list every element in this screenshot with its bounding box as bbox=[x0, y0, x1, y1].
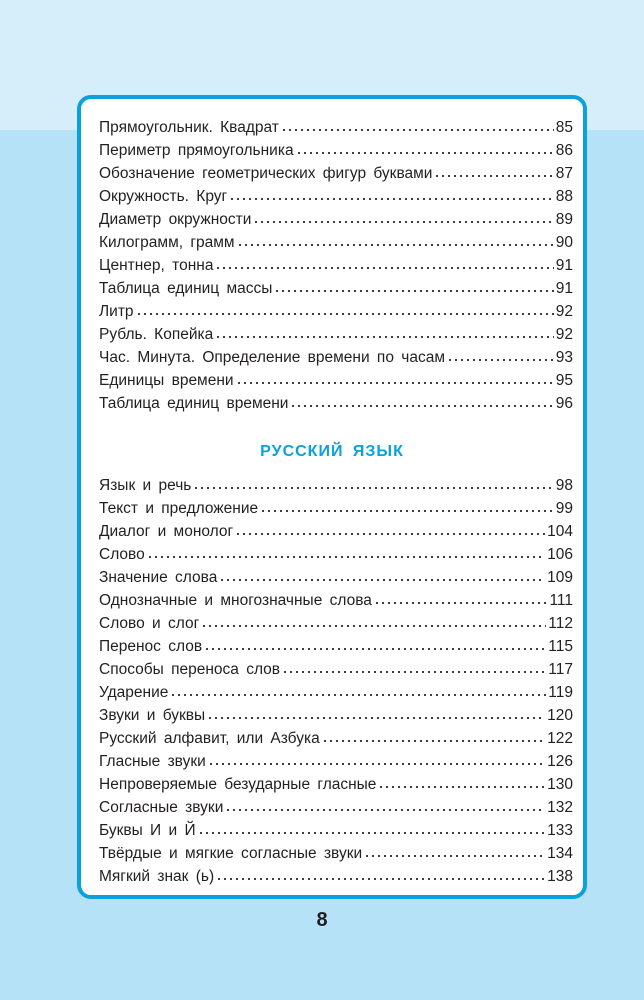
toc-entry-title: Окружность. Круг bbox=[99, 188, 228, 205]
dot-leader bbox=[207, 716, 545, 720]
toc-entry-title: Обозначение геометрических фигур буквами bbox=[99, 165, 433, 182]
dot-leader bbox=[260, 509, 554, 513]
toc-entry-page: 134 bbox=[547, 845, 573, 862]
dot-leader bbox=[253, 220, 553, 224]
dot-leader bbox=[193, 486, 553, 490]
toc-entry-title: Язык и речь bbox=[99, 477, 192, 494]
toc-entry-title: Непроверяемые безударные гласные bbox=[99, 776, 377, 793]
toc-entry-title: Ударение bbox=[99, 684, 169, 701]
dot-leader bbox=[281, 128, 554, 132]
toc-entry-title: Слово bbox=[99, 546, 145, 563]
dot-leader bbox=[364, 854, 545, 858]
toc-entry-title: Звуки и буквы bbox=[99, 707, 206, 724]
toc-entry bbox=[99, 704, 573, 727]
toc-entry-title: Литр bbox=[99, 303, 134, 320]
toc-entry-page: 133 bbox=[547, 822, 573, 839]
dot-leader bbox=[282, 670, 546, 674]
toc-entry bbox=[99, 208, 573, 231]
toc-entry-title: Периметр прямоугольника bbox=[99, 142, 294, 159]
toc-entry-page: 126 bbox=[547, 753, 573, 770]
toc-entry-title: Русский алфавит, или Азбука bbox=[99, 730, 320, 747]
toc-entry-page: 138 bbox=[547, 868, 573, 885]
toc-entry-title: Рубль. Копейка bbox=[99, 326, 214, 343]
toc-entry-page: 122 bbox=[547, 730, 573, 747]
toc-entry-page: 120 bbox=[547, 707, 573, 724]
toc-entry-page: 98 bbox=[555, 477, 573, 494]
dot-leader bbox=[201, 624, 546, 628]
toc-entry-title: Перенос слов bbox=[99, 638, 203, 655]
toc-entry-page: 99 bbox=[555, 500, 573, 517]
toc-entry-title: Значение слова bbox=[99, 569, 218, 586]
toc-entry-title: Гласные звуки bbox=[99, 753, 206, 770]
toc-entry-title: Таблица единиц времени bbox=[99, 395, 289, 412]
toc-entry-title: Твёрдые и мягкие согласные звуки bbox=[99, 845, 363, 862]
toc-entry bbox=[99, 635, 573, 658]
toc-entry-title: Текст и предложение bbox=[99, 500, 259, 517]
toc-entry bbox=[99, 162, 573, 185]
toc-entry-title: Способы переноса слов bbox=[99, 661, 281, 678]
toc-entry bbox=[99, 750, 573, 773]
dot-leader bbox=[274, 289, 553, 293]
dot-leader bbox=[136, 312, 554, 316]
page-number: 8 bbox=[316, 909, 328, 931]
dot-leader bbox=[235, 532, 545, 536]
toc-entry-title: Диалог и монолог bbox=[99, 523, 234, 540]
dot-leader bbox=[147, 555, 545, 559]
dot-leader bbox=[219, 578, 545, 582]
toc-entry-page: 95 bbox=[555, 372, 573, 389]
dot-leader bbox=[215, 266, 553, 270]
toc-entry-title: Диаметр окружности bbox=[99, 211, 252, 228]
toc-entry-page: 112 bbox=[548, 615, 573, 632]
toc-entry bbox=[99, 300, 573, 323]
toc-entry-title: Согласные звуки bbox=[99, 799, 224, 816]
dot-leader bbox=[322, 739, 545, 743]
toc-entry-title: Однозначные и многозначные слова bbox=[99, 592, 372, 609]
toc-entry bbox=[99, 392, 573, 415]
toc-entry-page: 117 bbox=[548, 661, 573, 678]
dot-leader bbox=[170, 693, 546, 697]
section-heading-russian: РУССКИЙ ЯЗЫК bbox=[260, 443, 404, 460]
toc-entry-title: Прямоугольник. Квадрат bbox=[99, 119, 279, 136]
toc-entry bbox=[99, 612, 573, 635]
dot-leader bbox=[237, 243, 554, 247]
toc-entry bbox=[99, 543, 573, 566]
dot-leader bbox=[447, 358, 554, 362]
toc-entry-page: 86 bbox=[555, 142, 573, 159]
contents-card bbox=[77, 95, 587, 899]
toc-entry bbox=[99, 520, 573, 543]
toc-entry-page: 119 bbox=[548, 684, 573, 701]
dot-leader bbox=[216, 877, 545, 881]
dot-leader bbox=[434, 174, 553, 178]
toc-entry bbox=[99, 819, 573, 842]
toc-entry-title: Центнер, тонна bbox=[99, 257, 214, 274]
toc-entry-title: Килограмм, грамм bbox=[99, 234, 235, 251]
toc-entry bbox=[99, 185, 573, 208]
toc-entry bbox=[99, 369, 573, 392]
toc-entry bbox=[99, 658, 573, 681]
toc-entry-page: 109 bbox=[547, 569, 573, 586]
toc-entry-title: Час. Минута. Определение времени по часам bbox=[99, 349, 445, 366]
toc-entry bbox=[99, 323, 573, 346]
toc-entry-page: 89 bbox=[555, 211, 573, 228]
toc-entry bbox=[99, 796, 573, 819]
toc-entry bbox=[99, 346, 573, 369]
toc-entry bbox=[99, 497, 573, 520]
dot-leader bbox=[374, 601, 548, 605]
toc-entry-page: 85 bbox=[555, 119, 573, 136]
toc-entry-page: 90 bbox=[555, 234, 573, 251]
toc-entry-title: Буквы И и Й bbox=[99, 822, 196, 839]
dot-leader bbox=[378, 785, 545, 789]
dot-leader bbox=[290, 404, 553, 408]
toc-entry bbox=[99, 474, 573, 497]
toc-entry-page: 132 bbox=[547, 799, 573, 816]
toc-entry bbox=[99, 842, 573, 865]
toc-entry-page: 96 bbox=[555, 395, 573, 412]
toc-entry-title: Мягкий знак (ь) bbox=[99, 868, 215, 885]
dot-leader bbox=[236, 381, 554, 385]
toc-list-russian bbox=[99, 474, 573, 888]
dot-leader bbox=[215, 335, 554, 339]
toc-entry-title: Единицы времени bbox=[99, 372, 234, 389]
toc-entry-page: 104 bbox=[547, 523, 573, 540]
dot-leader bbox=[225, 808, 545, 812]
toc-entry bbox=[99, 139, 573, 162]
toc-entry bbox=[99, 566, 573, 589]
toc-entry bbox=[99, 277, 573, 300]
toc-entry-page: 106 bbox=[547, 546, 573, 563]
dot-leader bbox=[204, 647, 546, 651]
dot-leader bbox=[229, 197, 554, 201]
toc-entry-title: Таблица единиц массы bbox=[99, 280, 273, 297]
toc-entry-page: 111 bbox=[549, 592, 573, 609]
toc-entry bbox=[99, 727, 573, 750]
dot-leader bbox=[296, 151, 554, 155]
toc-entry bbox=[99, 589, 573, 612]
toc-entry-page: 91 bbox=[555, 257, 573, 274]
toc-entry bbox=[99, 116, 573, 139]
toc-entry-page: 92 bbox=[555, 326, 573, 343]
toc-entry-page: 88 bbox=[555, 188, 573, 205]
toc-entry-page: 87 bbox=[555, 165, 573, 182]
toc-list-math bbox=[99, 116, 573, 415]
toc-entry-page: 92 bbox=[555, 303, 573, 320]
toc-entry bbox=[99, 231, 573, 254]
toc-entry bbox=[99, 865, 573, 888]
toc-entry-title: Слово и слог bbox=[99, 615, 200, 632]
toc-entry bbox=[99, 681, 573, 704]
dot-leader bbox=[208, 762, 545, 766]
toc-entry-page: 93 bbox=[555, 349, 573, 366]
toc-entry bbox=[99, 254, 573, 277]
dot-leader bbox=[198, 831, 546, 835]
toc-entry-page: 115 bbox=[548, 638, 573, 655]
toc-entry-page: 130 bbox=[547, 776, 573, 793]
toc-entry-page: 91 bbox=[555, 280, 573, 297]
toc-entry bbox=[99, 773, 573, 796]
